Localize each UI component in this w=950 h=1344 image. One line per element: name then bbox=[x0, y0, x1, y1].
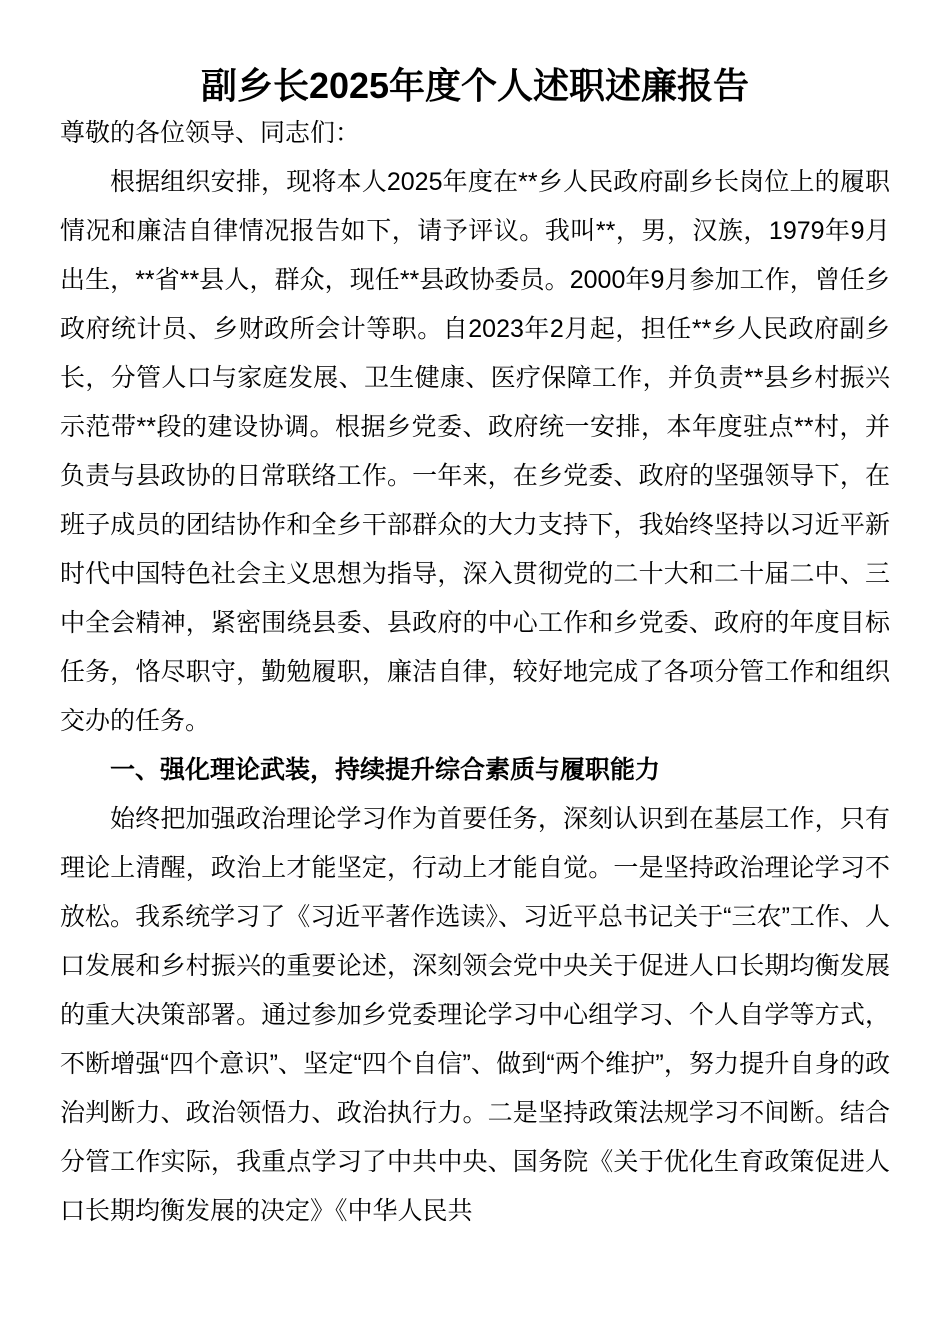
document-title: 副乡长2025年度个人述职述廉报告 bbox=[200, 65, 750, 106]
paragraph-introduction: 根据组织安排，现将本人2025年度在**乡人民政府副乡长岗位上的履职情况和廉洁自律情况报告如下，请予评议。我叫**，男，汉族，1979年9月出生，**省**县人，群众，现任**县政协委员。2000年9月参加工作，曾任乡政府统计员、乡财政所会计等职。自2023年2月起，担任**乡人民政府副乡长，分管人口与家庭发展、卫生健康、医疗保障工作，并负责**县乡村振兴示范带**段的建设协调。根据乡党委、政府统一安排，本年度驻点**村，并负责与县政协的日常联络工作。一年来，在乡党委、政府的坚强领导下，在班子成员的团结协作和全乡干部群众的大力支持下，我始终坚持以习近平新时代中国特色社会主义思想为指导，深入贯彻党的二十大和二十届二中、三中全会精神，紧密围绕县委、县政府的中心工作和乡党委、政府的年度目标任务，恪尽职守，勤勉履职，廉洁自律，较好地完成了各项分管工作和组织交办的任务。 bbox=[60, 168, 890, 735]
section-heading-1: 一、强化理论武装，持续提升综合素质与履职能力 bbox=[110, 756, 661, 784]
paragraph-section-1: 始终把加强政治理论学习作为首要任务，深刻认识到在基层工作，只有理论上清醒，政治上才能坚定，行动上才能自觉。一是坚持政治理论学习不放松。我系统学习了《习近平著作选读》、习近平总书记关于“三农”工作、人口发展和乡村振兴的重要论述，深刻领会党中央关于促进人口长期均衡发展的重大决策部署。通过参加乡党委理论学习中心组学习、个人自学等方式，不断增强“四个意识”、坚定“四个自信”、做到“两个维护”，努力提升自身的政治判断力、政治领悟力、政治执行力。二是坚持政策法规学习不间断。结合分管工作实际，我重点学习了中共中央、国务院《关于优化生育政策促进人口长期均衡发展的决定》《中华人民共 bbox=[60, 805, 890, 1225]
salutation: 尊敬的各位领导、同志们： bbox=[60, 119, 361, 147]
